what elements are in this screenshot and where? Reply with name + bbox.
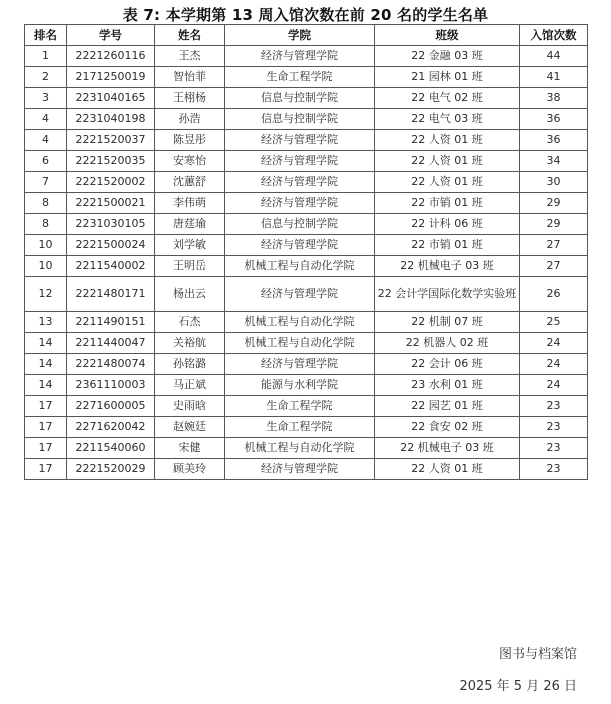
cell-visits: 30	[520, 172, 588, 193]
cell-student-id: 2221260116	[67, 46, 155, 67]
cell-class: 22 金融 03 班	[375, 46, 520, 67]
cell-rank: 6	[25, 151, 67, 172]
cell-rank: 14	[25, 375, 67, 396]
header-class: 班级	[375, 25, 520, 46]
cell-rank: 4	[25, 109, 67, 130]
cell-visits: 23	[520, 438, 588, 459]
cell-student-id: 2221480074	[67, 354, 155, 375]
cell-college: 信息与控制学院	[225, 109, 375, 130]
table-row	[25, 151, 588, 172]
cell-college: 经济与管理学院	[225, 277, 375, 312]
cell-college: 经济与管理学院	[225, 354, 375, 375]
cell-visits: 36	[520, 109, 588, 130]
cell-student-id: 2221500024	[67, 235, 155, 256]
table-row	[25, 193, 588, 214]
cell-college: 机械工程与自动化学院	[225, 312, 375, 333]
cell-visits: 27	[520, 256, 588, 277]
cell-college: 机械工程与自动化学院	[225, 256, 375, 277]
cell-visits: 34	[520, 151, 588, 172]
cell-class: 22 人资 01 班	[375, 459, 520, 480]
table-row	[25, 354, 588, 375]
table-row	[25, 459, 588, 480]
cell-college: 经济与管理学院	[225, 46, 375, 67]
table-row	[25, 312, 588, 333]
cell-college: 生命工程学院	[225, 67, 375, 88]
cell-name: 顾美玲	[155, 459, 225, 480]
issuing-organization: 图书与档案馆	[498, 647, 577, 662]
cell-class: 22 会计 06 班	[375, 354, 520, 375]
cell-class: 22 机械电子 03 班	[375, 256, 520, 277]
cell-class: 22 食安 02 班	[375, 417, 520, 438]
cell-visits: 27	[520, 235, 588, 256]
cell-college: 能源与水利学院	[225, 375, 375, 396]
table-row	[25, 375, 588, 396]
cell-class: 22 园艺 01 班	[375, 396, 520, 417]
cell-visits: 24	[520, 375, 588, 396]
cell-name: 孙铭潞	[155, 354, 225, 375]
cell-student-id: 2231040165	[67, 88, 155, 109]
cell-rank: 14	[25, 333, 67, 354]
cell-rank: 17	[25, 396, 67, 417]
table-row	[25, 67, 588, 88]
cell-student-id: 2221520029	[67, 459, 155, 480]
cell-class: 22 市销 01 班	[375, 235, 520, 256]
cell-name: 沈蕙舒	[155, 172, 225, 193]
cell-name: 赵婉廷	[155, 417, 225, 438]
table-row	[25, 214, 588, 235]
cell-name: 安寒怡	[155, 151, 225, 172]
cell-rank: 1	[25, 46, 67, 67]
cell-college: 经济与管理学院	[225, 235, 375, 256]
cell-name: 王栩杨	[155, 88, 225, 109]
cell-rank: 8	[25, 193, 67, 214]
cell-class: 21 园林 01 班	[375, 67, 520, 88]
cell-visits: 25	[520, 312, 588, 333]
cell-college: 信息与控制学院	[225, 88, 375, 109]
cell-student-id: 2211490151	[67, 312, 155, 333]
cell-visits: 23	[520, 396, 588, 417]
issue-date: 2025 年 5 月 26 日	[459, 679, 577, 694]
cell-rank: 3	[25, 88, 67, 109]
cell-rank: 10	[25, 235, 67, 256]
cell-rank: 2	[25, 67, 67, 88]
header-college: 学院	[225, 25, 375, 46]
cell-name: 唐莛瑜	[155, 214, 225, 235]
table-title: 表 7: 本学期第 13 周入馆次数在前 20 名的学生名单	[122, 6, 489, 24]
table-row	[25, 333, 588, 354]
cell-college: 机械工程与自动化学院	[225, 333, 375, 354]
cell-visits: 44	[520, 46, 588, 67]
cell-rank: 17	[25, 459, 67, 480]
cell-rank: 4	[25, 130, 67, 151]
cell-student-id: 2221520002	[67, 172, 155, 193]
cell-visits: 24	[520, 333, 588, 354]
cell-class: 22 机制 07 班	[375, 312, 520, 333]
cell-class: 22 人资 01 班	[375, 172, 520, 193]
cell-visits: 23	[520, 459, 588, 480]
cell-name: 刘学敏	[155, 235, 225, 256]
cell-college: 经济与管理学院	[225, 151, 375, 172]
cell-college: 生命工程学院	[225, 417, 375, 438]
cell-rank: 14	[25, 354, 67, 375]
table-body	[25, 46, 588, 480]
cell-name: 史雨晗	[155, 396, 225, 417]
cell-class: 23 水利 01 班	[375, 375, 520, 396]
cell-rank: 12	[25, 277, 67, 312]
cell-class: 22 人资 01 班	[375, 130, 520, 151]
table-header-row	[25, 25, 588, 46]
cell-visits: 23	[520, 417, 588, 438]
cell-college: 信息与控制学院	[225, 214, 375, 235]
cell-name: 关裕航	[155, 333, 225, 354]
cell-rank: 8	[25, 214, 67, 235]
cell-visits: 29	[520, 193, 588, 214]
cell-name: 李伟萌	[155, 193, 225, 214]
cell-class: 22 会计学国际化数学实验班	[375, 277, 520, 312]
cell-student-id: 2211540060	[67, 438, 155, 459]
table-row	[25, 46, 588, 67]
cell-student-id: 2221520037	[67, 130, 155, 151]
cell-rank: 13	[25, 312, 67, 333]
cell-class: 22 机械电子 03 班	[375, 438, 520, 459]
cell-visits: 29	[520, 214, 588, 235]
cell-class: 22 人资 01 班	[375, 151, 520, 172]
cell-college: 生命工程学院	[225, 396, 375, 417]
cell-student-id: 2171250019	[67, 67, 155, 88]
cell-name: 王明岳	[155, 256, 225, 277]
header-visits: 入馆次数	[520, 25, 588, 46]
table-row	[25, 235, 588, 256]
cell-rank: 10	[25, 256, 67, 277]
cell-name: 石杰	[155, 312, 225, 333]
table-row	[25, 438, 588, 459]
cell-name: 王杰	[155, 46, 225, 67]
cell-name: 杨出云	[155, 277, 225, 312]
cell-visits: 24	[520, 354, 588, 375]
table-row	[25, 417, 588, 438]
cell-rank: 17	[25, 438, 67, 459]
ranking-table	[24, 24, 588, 480]
cell-class: 22 电气 02 班	[375, 88, 520, 109]
cell-name: 智怡菲	[155, 67, 225, 88]
table-row	[25, 256, 588, 277]
cell-student-id: 2211540002	[67, 256, 155, 277]
cell-student-id: 2221520035	[67, 151, 155, 172]
cell-student-id: 2271620042	[67, 417, 155, 438]
cell-visits: 38	[520, 88, 588, 109]
cell-visits: 36	[520, 130, 588, 151]
cell-class: 22 市销 01 班	[375, 193, 520, 214]
cell-student-id: 2231030105	[67, 214, 155, 235]
cell-name: 孙浩	[155, 109, 225, 130]
cell-class: 22 计科 06 班	[375, 214, 520, 235]
header-name: 姓名	[155, 25, 225, 46]
cell-name: 马正斌	[155, 375, 225, 396]
cell-college: 经济与管理学院	[225, 459, 375, 480]
cell-college: 机械工程与自动化学院	[225, 438, 375, 459]
header-student-id: 学号	[67, 25, 155, 46]
cell-name: 宋健	[155, 438, 225, 459]
table-row	[25, 172, 588, 193]
table-row	[25, 396, 588, 417]
cell-rank: 7	[25, 172, 67, 193]
cell-college: 经济与管理学院	[225, 193, 375, 214]
cell-student-id: 2211440047	[67, 333, 155, 354]
table-row	[25, 88, 588, 109]
cell-college: 经济与管理学院	[225, 172, 375, 193]
cell-rank: 17	[25, 417, 67, 438]
table-row	[25, 109, 588, 130]
cell-visits: 41	[520, 67, 588, 88]
cell-student-id: 2221480171	[67, 277, 155, 312]
cell-student-id: 2361110003	[67, 375, 155, 396]
cell-name: 陈昱彤	[155, 130, 225, 151]
cell-class: 22 电气 03 班	[375, 109, 520, 130]
cell-student-id: 2221500021	[67, 193, 155, 214]
cell-college: 经济与管理学院	[225, 130, 375, 151]
cell-student-id: 2231040198	[67, 109, 155, 130]
cell-visits: 26	[520, 277, 588, 312]
cell-class: 22 机器人 02 班	[375, 333, 520, 354]
cell-student-id: 2271600005	[67, 396, 155, 417]
table-row	[25, 277, 588, 312]
header-rank: 排名	[25, 25, 67, 46]
table-row	[25, 130, 588, 151]
